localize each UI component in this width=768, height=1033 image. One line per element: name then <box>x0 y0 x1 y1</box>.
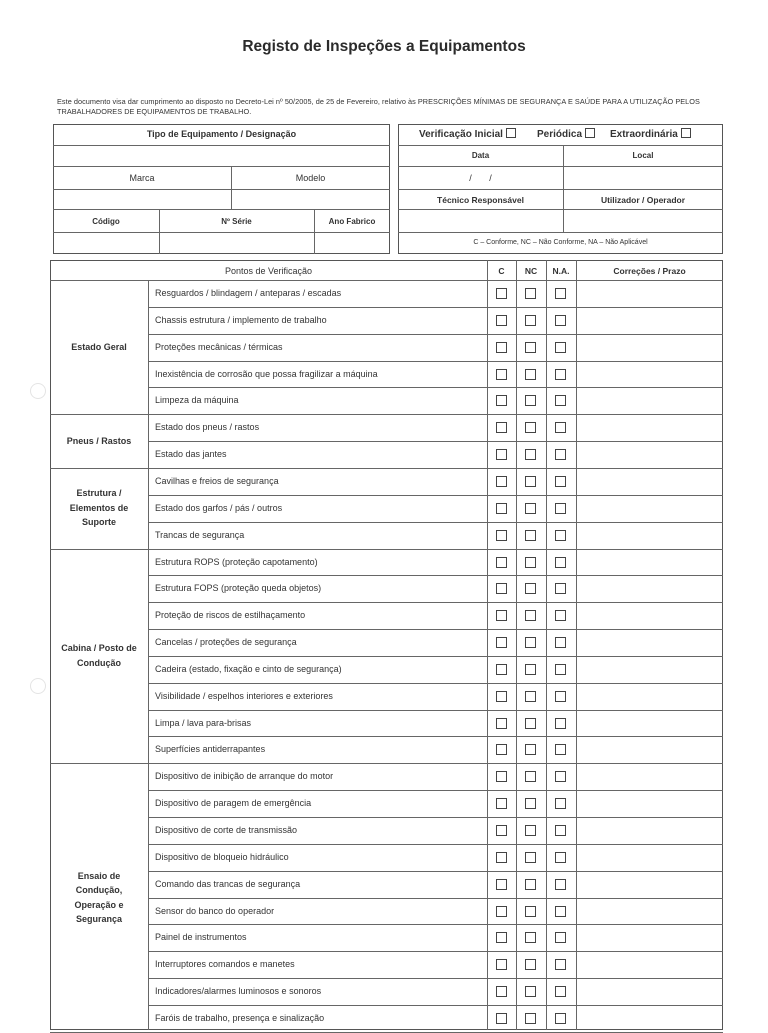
punch-hole-mark <box>30 383 46 399</box>
checkpoint-label: Limpeza da máquina <box>155 395 239 406</box>
nc-checkbox[interactable] <box>525 476 536 487</box>
c-checkbox[interactable] <box>496 369 507 380</box>
na-checkbox[interactable] <box>555 879 566 890</box>
c-checkbox[interactable] <box>496 530 507 541</box>
c-checkbox[interactable] <box>496 583 507 594</box>
c-checkbox[interactable] <box>496 959 507 970</box>
checkpoint-label: Estrutura ROPS (proteção capotamento) <box>155 556 318 567</box>
c-checkbox[interactable] <box>496 422 507 433</box>
corrections-field[interactable] <box>577 442 722 467</box>
na-checkbox[interactable] <box>555 315 566 326</box>
c-checkbox[interactable] <box>496 852 507 863</box>
nc-checkbox[interactable] <box>525 664 536 675</box>
nc-checkbox[interactable] <box>525 369 536 380</box>
nc-checkbox[interactable] <box>525 691 536 702</box>
na-checkbox[interactable] <box>555 395 566 406</box>
corrections-field[interactable] <box>577 496 722 521</box>
periodic-checkbox[interactable] <box>585 128 595 138</box>
date-field[interactable]: / / <box>469 173 492 183</box>
nc-checkbox[interactable] <box>525 906 536 917</box>
nc-checkbox[interactable] <box>525 637 536 648</box>
corrections-field[interactable] <box>577 576 722 601</box>
checkpoint-label: Cadeira (estado, fixação e cinto de segurança) <box>155 663 342 674</box>
checkpoint-label: Inexistência de corrosão que possa fragilizar a máquina <box>155 368 378 379</box>
na-checkbox[interactable] <box>555 664 566 675</box>
na-checkbox[interactable] <box>555 557 566 568</box>
checkpoint-label: Interruptores comandos e manetes <box>155 959 295 970</box>
location-label: Local <box>632 151 654 160</box>
checkpoint-label: Cancelas / proteções de segurança <box>155 637 297 648</box>
nc-checkbox[interactable] <box>525 557 536 568</box>
c-checkbox[interactable] <box>496 476 507 487</box>
nc-checkbox[interactable] <box>525 959 536 970</box>
na-checkbox[interactable] <box>555 369 566 380</box>
checkpoint-label: Chassis estrutura / implemento de trabalho <box>155 314 327 325</box>
corrections-field[interactable] <box>577 630 722 655</box>
nc-checkbox[interactable] <box>525 342 536 353</box>
corrections-field[interactable] <box>577 415 722 440</box>
na-checkbox[interactable] <box>555 449 566 460</box>
c-checkbox[interactable] <box>496 879 507 890</box>
nc-checkbox[interactable] <box>525 288 536 299</box>
c-checkbox[interactable] <box>496 986 507 997</box>
corrections-field[interactable] <box>577 684 722 709</box>
na-checkbox[interactable] <box>555 852 566 863</box>
section-label: Ensaio de Condução, Operação e Segurança <box>74 870 124 925</box>
na-checkbox[interactable] <box>555 583 566 594</box>
na-checkbox[interactable] <box>555 691 566 702</box>
checkpoint-label: Comando das trancas de segurança <box>155 878 301 889</box>
c-checkbox[interactable] <box>496 637 507 648</box>
checkpoint-label: Estado dos pneus / rastos <box>155 422 260 433</box>
corrections-field[interactable] <box>577 1006 722 1031</box>
corrections-field[interactable] <box>577 979 722 1004</box>
section-label: Pneus / Rastos <box>66 435 132 446</box>
serial-label: Nº Série <box>221 217 252 226</box>
section-label: Estado Geral <box>71 341 127 352</box>
corrections-field[interactable] <box>577 791 722 816</box>
c-checkbox[interactable] <box>496 906 507 917</box>
na-checkbox[interactable] <box>555 906 566 917</box>
nc-checkbox[interactable] <box>525 825 536 836</box>
c-checkbox[interactable] <box>496 691 507 702</box>
corrections-header: Correções / Prazo <box>613 266 686 276</box>
brand-label: Marca <box>129 173 155 183</box>
corrections-field[interactable] <box>577 362 722 387</box>
extraordinary-check-label: Extraordinária <box>610 128 691 140</box>
corrections-field[interactable] <box>577 872 722 897</box>
na-checkbox[interactable] <box>555 825 566 836</box>
checkpoint-label: Estado das jantes <box>155 449 227 460</box>
na-checkbox[interactable] <box>555 503 566 514</box>
section-label: Cabina / Posto de Condução <box>61 643 137 668</box>
na-checkbox[interactable] <box>555 530 566 541</box>
date-label: Data <box>471 151 490 160</box>
corrections-field[interactable] <box>577 711 722 736</box>
c-checkbox[interactable] <box>496 932 507 943</box>
periodic-check-label: Periódica <box>537 128 595 140</box>
na-checkbox[interactable] <box>555 986 566 997</box>
equipment-type-label: Tipo de Equipamento / Designação <box>146 129 297 139</box>
corrections-field[interactable] <box>577 603 722 628</box>
na-checkbox[interactable] <box>555 637 566 648</box>
na-checkbox[interactable] <box>555 932 566 943</box>
nc-checkbox[interactable] <box>525 852 536 863</box>
nc-checkbox[interactable] <box>525 503 536 514</box>
intro-text: Este documento visa dar cumprimento ao disposto no Decreto-Lei nº 50/2005, de 25 de Fevereiro, relativo às PRESCRIÇÕES MÍNIMAS DE SEGURANÇA E SAÚDE PARA A UTILIZAÇÃO PELOS TRABALHADORES DE EQUIPAMENTOS DE TRABALHO. <box>57 97 700 116</box>
nc-checkbox[interactable] <box>525 610 536 621</box>
legend-text: C – Conforme, NC – Não Conforme, NA – Não Aplicável <box>473 239 648 246</box>
checkpoint-label: Trancas de segurança <box>155 529 245 540</box>
checkpoint-label: Dispositivo de paragem de emergência <box>155 798 312 809</box>
checkpoint-label: Dispositivo de corte de transmissão <box>155 825 298 835</box>
c-checkbox[interactable] <box>496 825 507 836</box>
corrections-field[interactable] <box>577 281 722 306</box>
c-checkbox[interactable] <box>496 718 507 729</box>
technician-label: Técnico Responsável <box>437 195 524 205</box>
c-checkbox[interactable] <box>496 315 507 326</box>
corrections-field[interactable] <box>577 925 722 950</box>
nc-checkbox[interactable] <box>525 422 536 433</box>
section-label: Estrutura / Elementos de Suporte <box>69 488 129 528</box>
model-label: Modelo <box>295 173 326 183</box>
corrections-field[interactable] <box>577 335 722 360</box>
nc-checkbox[interactable] <box>525 1013 536 1024</box>
na-checkbox[interactable] <box>555 288 566 299</box>
nc-checkbox[interactable] <box>525 932 536 943</box>
corrections-field[interactable] <box>577 818 722 843</box>
nc-header: NC <box>524 266 538 276</box>
nc-checkbox[interactable] <box>525 530 536 541</box>
na-checkbox[interactable] <box>555 771 566 782</box>
checkpoint-label: Dispositivo de inibição de arranque do motor <box>155 771 334 782</box>
checkpoint-label: Sensor do banco do operador <box>155 905 275 916</box>
checkpoint-label: Dispositivo de bloqueio hidráulico <box>155 851 289 862</box>
na-checkbox[interactable] <box>555 342 566 353</box>
na-checkbox[interactable] <box>555 422 566 433</box>
year-label: Ano Fabrico <box>328 217 376 226</box>
na-checkbox[interactable] <box>555 798 566 809</box>
corrections-field[interactable] <box>577 550 722 575</box>
c-checkbox[interactable] <box>496 1013 507 1024</box>
checkpoint-label: Estado dos garfos / pás / outros <box>155 502 283 513</box>
extraordinary-checkbox[interactable] <box>681 128 691 138</box>
checkpoint-label: Proteções mecânicas / térmicas <box>155 341 283 352</box>
c-checkbox[interactable] <box>496 288 507 299</box>
corrections-field[interactable] <box>577 845 722 870</box>
c-checkbox[interactable] <box>496 503 507 514</box>
nc-checkbox[interactable] <box>525 986 536 997</box>
checkpoint-label: Estrutura FOPS (proteção queda objetos) <box>155 583 322 594</box>
c-checkbox[interactable] <box>496 557 507 568</box>
na-checkbox[interactable] <box>555 744 566 755</box>
nc-checkbox[interactable] <box>525 395 536 406</box>
c-checkbox[interactable] <box>496 664 507 675</box>
na-header: N.A. <box>552 266 570 276</box>
checkpoint-label: Indicadores/alarmes luminosos e sonoros <box>155 986 322 997</box>
corrections-field[interactable] <box>577 657 722 682</box>
operator-label: Utilizador / Operador <box>600 195 686 205</box>
na-checkbox[interactable] <box>555 718 566 729</box>
checkpoint-label: Cavilhas e freios de segurança <box>155 475 279 486</box>
corrections-field[interactable] <box>577 899 722 924</box>
checkpoint-label: Superfícies antiderrapantes <box>155 744 266 755</box>
punch-hole-mark <box>30 678 46 694</box>
corrections-field[interactable] <box>577 388 722 413</box>
na-checkbox[interactable] <box>555 1013 566 1024</box>
c-checkbox[interactable] <box>496 798 507 809</box>
page-title: Registo de Inspeções a Equipamentos <box>242 38 526 55</box>
corrections-field[interactable] <box>577 308 722 333</box>
c-checkbox[interactable] <box>496 449 507 460</box>
code-label: Código <box>92 217 120 226</box>
checkpoint-label: Faróis de trabalho, presença e sinalização <box>155 1012 325 1023</box>
checkpoint-label: Resguardos / blindagem / anteparas / escadas <box>155 288 342 298</box>
c-header: C <box>498 266 505 276</box>
c-checkbox[interactable] <box>496 771 507 782</box>
nc-checkbox[interactable] <box>525 583 536 594</box>
corrections-field[interactable] <box>577 469 722 494</box>
na-checkbox[interactable] <box>555 476 566 487</box>
c-checkbox[interactable] <box>496 395 507 406</box>
nc-checkbox[interactable] <box>525 449 536 460</box>
corrections-field[interactable] <box>577 764 722 789</box>
initial-checkbox[interactable] <box>506 128 516 138</box>
nc-checkbox[interactable] <box>525 879 536 890</box>
corrections-field[interactable] <box>577 737 722 762</box>
corrections-field[interactable] <box>577 523 722 548</box>
c-checkbox[interactable] <box>496 342 507 353</box>
corrections-field[interactable] <box>577 952 722 977</box>
nc-checkbox[interactable] <box>525 798 536 809</box>
checkpoint-label: Painel de instrumentos <box>155 932 247 943</box>
c-checkbox[interactable] <box>496 610 507 621</box>
na-checkbox[interactable] <box>555 959 566 970</box>
nc-checkbox[interactable] <box>525 718 536 729</box>
checkpoint-label: Visibilidade / espelhos interiores e exteriores <box>155 690 333 701</box>
nc-checkbox[interactable] <box>525 771 536 782</box>
checkpoint-label: Limpa / lava para-brisas <box>155 717 252 728</box>
na-checkbox[interactable] <box>555 610 566 621</box>
c-checkbox[interactable] <box>496 744 507 755</box>
nc-checkbox[interactable] <box>525 744 536 755</box>
checkpoints-header: Pontos de Verificação <box>224 266 313 276</box>
checkpoint-label: Proteção de riscos de estilhaçamento <box>155 610 306 621</box>
initial-check-label: Verificação Inicial <box>419 128 516 140</box>
nc-checkbox[interactable] <box>525 315 536 326</box>
